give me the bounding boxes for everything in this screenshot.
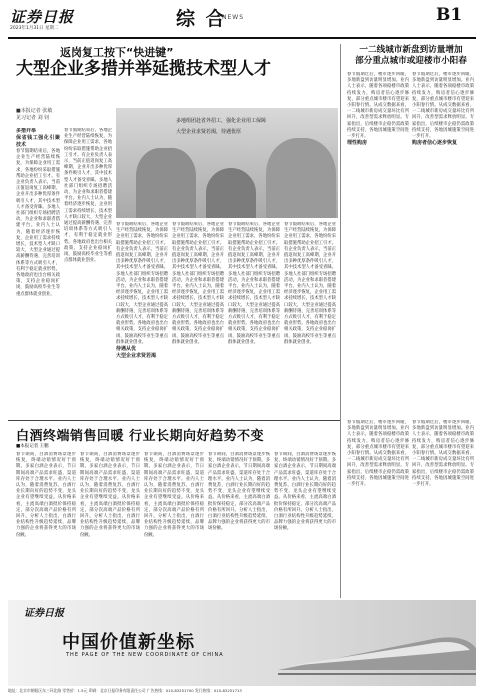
lead-column-5: [228, 222, 280, 418]
lead-column-3: [116, 222, 168, 418]
ad-logo: 证券日报: [24, 608, 64, 619]
lead-body-text: 春节假期结束后，各地企业生产经营陆续恢复，为保障企业用工需求，各地纷纷采取措施帮助企业招工引才。有企业负责人表示，当前正值返岗复工高峰期，企业开出多种优厚条件吸引人才，其中技术型人才备受青睐。多地人社部门组织专场招聘活动，为企业和求职者搭建平台。业内人士认为，随着经济逐步恢复，企业用工需求持续增长，技术型人才缺口较大，大型企业通过提高薪酬待遇、完善培训体系等方式吸引人才，有利于稳定就业形势。各地政府也出台相关政策，支持企业稳岗扩岗，鼓励高校毕业生等重点群体就业创业。: [116, 222, 168, 345]
photo-figure: [266, 138, 336, 218]
lead-column-6: [284, 222, 336, 418]
story-divider: [8, 420, 340, 421]
lead-subhead-3: 待遇从优: [116, 346, 137, 353]
lead-body-text: 春节假期结束后，各地企业生产经营陆续恢复，为保障企业用工需求，各地纷纷采取措施帮助企业招工引才。有企业负责人表示，当前正值返岗复工高峰期，企业开出多种优厚条件吸引人才，其中技术型人才备受青睐。多地人社部门组织专场招聘活动，为企业和求职者搭建平台。业内人士认为，随着经济逐步恢复，企业用工需求持续增长，技术型人才缺口较大，大型企业通过提高薪酬待遇、完善培训体系等方式吸引人才，有利于稳定就业形势。各地政府也出台相关政策，支持企业稳岗扩岗，鼓励高校毕业生等重点群体就业创业。: [64, 128, 112, 264]
right-body-text: 春节假期过后，楼市逐步回暖，多地新盘到访量明显增加。业内人士表示，随着各项稳楼市政策持续发力，购房者信心逐步修复，部分重点城市楼市有望迎来小阳春行情。从成交数据来看，一二线城市新房成交量环比有所回升，改善型需求释放明显。专家指出，后续楼市企稳仍需政策持续支持，各地因城施策空间进一步打开。: [412, 72, 474, 140]
right-headline: 一二线城市新盘到访量增加 部分重点城市或迎楼市小阳春: [355, 45, 467, 66]
right-body-text: 春节假期过后，楼市逐步回暖，多地新盘到访量明显增加。业内人士表示，随着各项稳楼市政策持续发力，购房者信心逐步修复，部分重点城市楼市有望迎来小阳春行情。从成交数据来看，一二线城市新房成交量环比有所回升，改善型需求释放明显。专家指出，后续楼市企稳仍需政策持续支持，各地因城施策空间进一步打开。: [347, 72, 409, 140]
lead-subhead-1: 多措并举: [16, 128, 37, 134]
photo-figure: [206, 168, 256, 218]
photo-caption-2: 大型企业求贤若渴，待遇优厚: [176, 129, 242, 135]
right-subhead-2: 购房者信心逐步恢复: [412, 140, 458, 147]
ad-headline: 中国价值新坐标: [62, 632, 195, 653]
train-illustration: [278, 610, 476, 680]
lead-body-text: 春节假期结束后，各地企业生产经营陆续恢复，为保障企业用工需求，各地纷纷采取措施帮助企业招工引才。有企业负责人表示，当前正值返岗复工高峰期，企业开出多种优厚条件吸引人才，其中技术型人才备受青睐。多地人社部门组织专场招聘活动，为企业和求职者搭建平台。业内人士认为，随着经济逐步恢复，企业用工需求持续增长，技术型人才缺口较大，大型企业通过提高薪酬待遇、完善培训体系等方式吸引人才，有利于稳定就业形势。各地政府也出台相关政策，支持企业稳岗扩岗，鼓励高校毕业生等重点群体就业创业。: [172, 222, 224, 345]
photo-figure: [136, 148, 196, 218]
ad-subline: THE PAGE OF THE NEW COORDINATE OF CHINA: [66, 652, 224, 658]
photo-caption-1: 多地组团赴省外招工，强化企业用工保障: [176, 118, 267, 124]
lead-headline: 大型企业多措并举延揽技术型人才: [16, 59, 271, 79]
story2-body-text: 春节期间，白酒消费场景逐步恢复，终端动销情况好于预期。多家白酒企业表示，节日期间高端产品需求旺盛，渠道库存处于合理水平。业内人士认为，随着消费复苏，白酒行业长期向好的趋势不变，龙头企业有望继续受益。从价格来看，主流高端白酒批价保持稳定，部分次高端产品价格有所回升。分析人士指出，白酒行业结构性升级趋势延续，品牌力强的企业将获得更大的市场份额。: [80, 452, 140, 538]
advertisement: [8, 600, 476, 686]
story2-body-text: 春节期间，白酒消费场景逐步恢复，终端动销情况好于预期。多家白酒企业表示，节日期间高端产品需求旺盛，渠道库存处于合理水平。业内人士认为，随着消费复苏，白酒行业长期向好的趋势不变，龙头企业有望继续受益。从价格来看，主流高端白酒批价保持稳定，部分次高端产品价格有所回升。分析人士指出，白酒行业结构性升级趋势延续，品牌力强的企业将获得更大的市场份额。: [144, 452, 204, 538]
lead-subhead-4: 大型企业求贤若渴: [116, 353, 157, 360]
footer-info: 地址：北京市朝阳区东三环北路 零售价：1.5元 印刷：北京日报印务有限责任公司 广告热线：010-83251700 发行热线：010-83251713: [8, 688, 242, 693]
lead-column-1: [16, 128, 60, 418]
newspaper-logo: 证券日报: [10, 8, 75, 26]
story2-column-4: [208, 452, 270, 596]
masthead: [8, 4, 476, 38]
story2-body-text: 春节期间，白酒消费场景逐步恢复，终端动销情况好于预期。多家白酒企业表示，节日期间高端产品需求旺盛，渠道库存处于合理水平。业内人士认为，随着消费复苏，白酒行业长期向好的趋势不变，龙头企业有望继续受益。从价格来看，主流高端白酒批价保持稳定，部分次高端产品价格有所回升。分析人士指出，白酒行业结构性升级趋势延续，品牌力强的企业将获得更大的市场份额。: [208, 452, 270, 532]
lead-body-text: 春节假期结束后，各地企业生产经营陆续恢复，为保障企业用工需求，各地纷纷采取措施帮助企业招工引才。有企业负责人表示，当前正值返岗复工高峰期，企业开出多种优厚条件吸引人才，其中技术型人才备受青睐。多地人社部门组织专场招聘活动，为企业和求职者搭建平台。业内人士认为，随着经济逐步恢复，企业用工需求持续增长，技术型人才缺口较大，大型企业通过提高薪酬待遇、完善培训体系等方式吸引人才，有利于稳定就业形势。各地政府也出台相关政策，支持企业稳岗扩岗，鼓励高校毕业生等重点群体就业创业。: [284, 222, 336, 345]
story2-byline: ■本报记者 王鹏: [16, 444, 49, 449]
story2-headline: 白酒终端销售回暖 行业长期向好趋势不变: [16, 429, 265, 444]
section-title: 综 合: [176, 8, 227, 30]
right-body-text: 春节假期过后，楼市逐步回暖，多地新盘到访量明显增加。业内人士表示，随着各项稳楼市政策持续发力，购房者信心逐步修复，部分重点城市楼市有望迎来小阳春行情。从成交数据来看，一二线城市新房成交量环比有所回升，改善型需求释放明显。专家指出，后续楼市企稳仍需政策持续支持，各地因城施策空间进一步打开。: [412, 420, 474, 488]
right-body-text: 春节假期过后，楼市逐步回暖，多地新盘到访量明显增加。业内人士表示，随着各项稳楼市政策持续发力，购房者信心逐步修复，部分重点城市楼市有望迎来小阳春行情。从成交数据来看，一二线城市新房成交量环比有所回升，改善型需求释放明显。专家指出，后续楼市企稳仍需政策持续支持，各地因城施策空间进一步打开。: [347, 420, 409, 488]
story2-body-text: 春节期间，白酒消费场景逐步恢复，终端动销情况好于预期。多家白酒企业表示，节日期间高端产品需求旺盛，渠道库存处于合理水平。业内人士认为，随着消费复苏，白酒行业长期向好的趋势不变，龙头企业有望继续受益。从价格来看，主流高端白酒批价保持稳定，部分次高端产品价格有所回升。分析人士指出，白酒行业结构性升级趋势延续，品牌力强的企业将获得更大的市场份额。: [16, 452, 76, 538]
page-number: B1: [436, 5, 463, 25]
right-column-4: [412, 420, 474, 596]
story2-column-5: [274, 452, 336, 596]
lead-body-text: 春节假期结束后，各地企业生产经营陆续恢复，为保障企业用工需求，各地纷纷采取措施帮助企业招工引才。有企业负责人表示，当前正值返岗复工高峰期，企业开出多种优厚条件吸引人才，其中技术型人才备受青睐。多地人社部门组织专场招聘活动，为企业和求职者搭建平台。业内人士认为，随着经济逐步恢复，企业用工需求持续增长，技术型人才缺口较大，大型企业通过提高薪酬待遇、完善培训体系等方式吸引人才，有利于稳定就业形势。各地政府也出台相关政策，支持企业稳岗扩岗，鼓励高校毕业生等重点群体就业创业。: [16, 149, 60, 297]
lead-subhead-2: 保省钱工强化引聚技术: [16, 135, 60, 148]
right-column-1: [347, 72, 409, 412]
story2-column-2: [80, 452, 140, 596]
story2-body-text: 春节期间，白酒消费场景逐步恢复，终端动销情况好于预期。多家白酒企业表示，节日期间高端产品需求旺盛，渠道库存处于合理水平。业内人士认为，随着消费复苏，白酒行业长期向好的趋势不变，龙头企业有望继续受益。从价格来看，主流高端白酒批价保持稳定，部分次高端产品价格有所回升。分析人士指出，白酒行业结构性升级趋势延续，品牌力强的企业将获得更大的市场份额。: [274, 452, 336, 532]
lead-column-2: [64, 128, 112, 418]
column-divider: [340, 44, 341, 598]
story2-column-3: [144, 452, 204, 596]
right-column-2: [412, 72, 474, 412]
issue-date: 2023年1月31日 星期二: [10, 26, 59, 31]
lead-column-4: [172, 222, 224, 418]
lead-byline: ■本报记者 张敏 见习记者 刘 钊: [16, 108, 53, 121]
right-subhead: 理性购房: [347, 140, 368, 147]
right-column-3: [347, 420, 409, 596]
lead-body-text: 春节假期结束后，各地企业生产经营陆续恢复，为保障企业用工需求，各地纷纷采取措施帮助企业招工引才。有企业负责人表示，当前正值返岗复工高峰期，企业开出多种优厚条件吸引人才，其中技术型人才备受青睐。多地人社部门组织专场招聘活动，为企业和求职者搭建平台。业内人士认为，随着经济逐步恢复，企业用工需求持续增长，技术型人才缺口较大，大型企业通过提高薪酬待遇、完善培训体系等方式吸引人才，有利于稳定就业形势。各地政府也出台相关政策，支持企业稳岗扩岗，鼓励高校毕业生等重点群体就业创业。: [228, 222, 280, 345]
section-title-en: NEWS: [222, 14, 245, 21]
lead-kicker: 返岗复工按下“快进键”: [60, 46, 174, 59]
story2-column-1: [16, 452, 76, 596]
header-rule: [8, 37, 476, 39]
